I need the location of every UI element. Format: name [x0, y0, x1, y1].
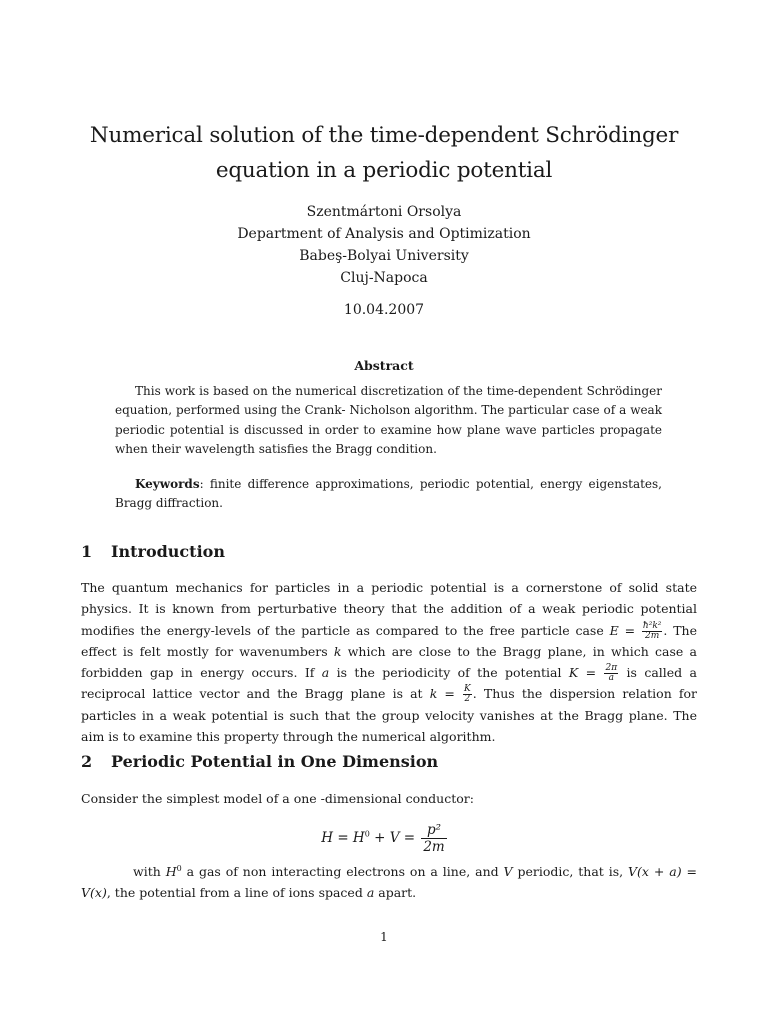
section-2-intro: Consider the simplest model of a one -dimensional conductor: [81, 791, 474, 806]
paper-title: Numerical solution of the time-dependent Schrödinger equation in a periodic potential [89, 123, 679, 183]
lattice-fraction-numerator: 2π [605, 663, 618, 674]
s2-text-4: , the potential from a line of ions spaced [106, 885, 367, 901]
equation-middle: + V = [369, 830, 420, 846]
department: Department of Analysis and Optimization [237, 226, 531, 242]
math-H-superscript: 0 [176, 863, 182, 873]
intro-text-4: is the periodicity of the potential [329, 665, 569, 681]
lattice-vector-fraction [604, 664, 618, 683]
date: 10.04.2007 [343, 302, 425, 318]
equation-superscript: 0 [364, 829, 370, 839]
energy-fraction-numerator: ħ²k² [642, 620, 662, 631]
introduction-paragraph [81, 577, 697, 747]
bragg-fraction-numerator: K [464, 684, 471, 695]
keywords [115, 475, 662, 514]
section-2-paragraph [81, 861, 697, 904]
intro-text-2: . The effect is felt mostly for wavenumbers [81, 622, 698, 659]
energy-fraction [642, 622, 662, 641]
university: Babeş-Bolyai University [299, 248, 469, 264]
math-equals: = [437, 686, 463, 702]
math-equals: = [578, 665, 604, 681]
math-a: a [321, 665, 330, 681]
lattice-fraction-denominator: a [608, 673, 614, 684]
math-k-bragg: k [429, 686, 438, 702]
math-k: k [333, 643, 342, 659]
math-K: K [568, 665, 579, 681]
equation-fraction [421, 822, 446, 855]
math-E: E [609, 622, 619, 638]
author: Szentmártoni Orsolya [306, 204, 462, 220]
intro-text-6: . Thus the dispersion relation for particles in a weak potential is such that the group velocity vanishes at the Bragg plane. The aim is to examine this property through the numerical algorithm. [81, 686, 698, 745]
equation-denominator: 2m [423, 839, 445, 855]
section-1-title: Introduction [111, 542, 225, 561]
intro-text-5: is called a reciprocal lattice vector and the Bragg plane is at [81, 665, 698, 702]
abstract-heading: Abstract [354, 358, 414, 373]
equation-lhs: H = H [321, 830, 365, 846]
intro-text-1: The quantum mechanics for particles in a periodic potential is a cornerstone of solid state physics. It is known from perturbative theory that the addition of a weak periodic potential modifies the energy-levels of the particle as compared to the free particle case [81, 580, 697, 638]
bragg-fraction-denominator: 2 [464, 694, 471, 705]
section-1-number: 1 [81, 542, 93, 561]
page-number: 1 [380, 930, 388, 944]
section-1-heading [81, 542, 225, 561]
city: Cluj-Napoca [340, 270, 428, 286]
section-2-heading [81, 752, 438, 771]
math-equals: = [618, 622, 641, 638]
equation-numerator: p² [421, 822, 446, 839]
keywords-text: : finite difference approximations, periodic potential, energy eigenstates, Bragg diffraction. [115, 477, 662, 511]
section-2-number: 2 [81, 752, 93, 771]
s2-text-1: with [133, 864, 166, 879]
s2-text-2: a gas of non interacting electrons on a line, and [181, 864, 504, 879]
math-periodicity: V(x + a) = V(x) [81, 864, 697, 901]
keywords-label: Keywords [135, 477, 200, 491]
s2-text-3: periodic, that is, [512, 864, 629, 879]
energy-fraction-denominator: 2m [645, 630, 660, 641]
s2-text-5: apart. [374, 885, 417, 901]
bragg-fraction [463, 685, 472, 704]
abstract-text: This work is based on the numerical discretization of the time-dependent Schrödinger equation, performed using the Crank- Nicholson algorithm. The particular case of a weak periodic potential is discussed in order to examine how plane wave particles propagate when their wavelength satisfies the Bragg condition. [115, 384, 662, 456]
hamiltonian-equation [0, 822, 768, 855]
math-H: H [165, 864, 177, 879]
math-V: V [503, 864, 513, 879]
intro-text-3: which are close to the Bragg plane, in which case a forbidden gap in energy occurs. If [81, 643, 698, 681]
section-2-title: Periodic Potential in One Dimension [111, 752, 439, 771]
math-a-spacing: a [366, 885, 375, 901]
